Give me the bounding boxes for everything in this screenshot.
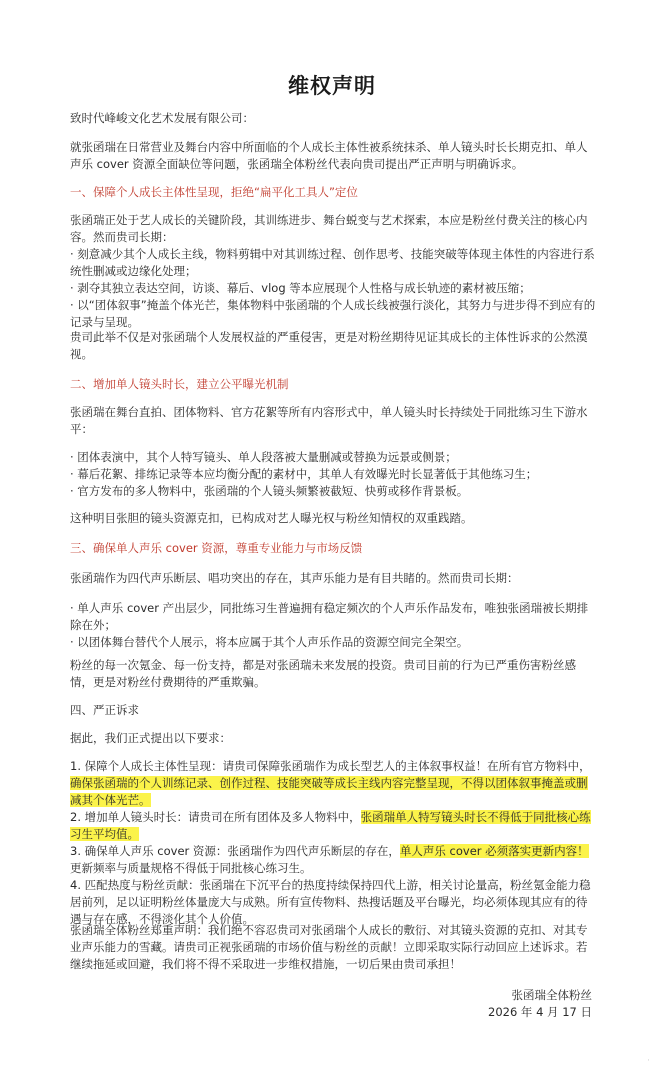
section-4-title: 四、严正诉求 [70, 703, 139, 717]
section-3-bullet: · 以团体舞台替代个人展示，将本应属于其个人声乐作品的资源空间完全架空。 [70, 635, 469, 649]
closing-text: 张函瑞全体粉丝郑重声明：我们绝不容忍贵司对张函瑞个人成长的敷衍、对其镜头资源的克扣、对其专业声乐能力的雪藏。请贵司正视张函瑞的市场价值与粉丝的贡献！立即采取实际行动回应上述诉求。若继续拖延或回避，我们将不得不采取进一步维权措施，一切后果由贵司承担！ [70, 923, 588, 971]
demand-2-highlight: 张函瑞单人特写镜头时长不得低于同批核心练习生平均值。 [70, 810, 591, 841]
section-1-bullet: · 刻意减少其个人成长主线，物料剪辑中对其训练过程、创作思考、技能突破等体现主体性的内容进行系统性删减或边缘化处理； [70, 247, 595, 278]
section-4-lead [70, 730, 596, 747]
section-2-bullet: · 幕后花絮、排练记录等本应均衡分配的素材中，其单人有效曝光时长显著低于其他练习生； [70, 467, 538, 481]
section-2-bullet: · 官方发布的多人物料中，张函瑞的个人镜头频繁被截短、快剪或移作背景板。 [70, 484, 469, 498]
demand-item-3 [70, 843, 596, 877]
section-2-heading [70, 376, 596, 393]
intro-text: 就张函瑞在日常营业及舞台内容中所面临的个人成长主体性被系统抹杀、单人镜头时长长期克扣、单人声乐 cover 资源全面缺位等问题，张函瑞全体粉丝代表向贵司提出严正声明与明确诉求。 [70, 140, 588, 171]
section-3-paragraph: 张函瑞作为四代声乐断层、唱功突出的存在，其声乐能力是有目共睹的。然而贵司长期： [70, 571, 519, 585]
section-1-paragraph: 张函瑞正处于艺人成长的关键阶段，其训练进步、舞台蜕变与艺术探索，本应是粉丝付费关注的核心内容。然而贵司长期： [70, 213, 588, 244]
signature-block [392, 987, 592, 1021]
section-1-body [70, 212, 596, 331]
salutation-text: 致时代峰峻文化艺术发展有限公司： [70, 111, 254, 125]
section-2-conclusion [70, 510, 596, 527]
demand-1-highlight: 确保张函瑞的个人训练记录、创作过程、技能突破等成长主线内容完整呈现，不得以团体叙事掩盖或删减其个体光芒。 [70, 776, 588, 807]
demand-2-text: 2. 增加单人镜头时长：请贵司在所有团体及多人物料中， [70, 810, 361, 824]
demand-item-4: 4. 匹配热度与粉丝贡献：张函瑞在下沉平台的热度持续保持四代上游，相关讨论量高，粉丝氪金能力稳居前列，足以证明粉丝体量庞大与成熟。所有宣传物料、热搜话题及平台曝光，均必须体现其应有的待遇与存在感，不得淡化其个人价值。 [70, 878, 591, 926]
intro-paragraph [70, 139, 596, 173]
section-1-conclusion [70, 329, 596, 363]
demand-3-text-end: 更新频率与质量规格不得低于同批核心练习生。 [70, 861, 312, 875]
section-1-bullet: · 以“团体叙事”掩盖个体光芒，集体物料中张函瑞的个人成长线被强行淡化，其努力与进步得不到应有的记录与呈现。 [70, 298, 596, 329]
demand-item-2 [70, 809, 596, 843]
salutation [70, 110, 596, 127]
demand-1-text: 1. 保障个人成长主体性呈现：请贵司保障张函瑞作为成长型艺人的主体叙事权益！在所有官方物料中， [70, 759, 591, 773]
signature-name: 张函瑞全体粉丝 [511, 988, 592, 1002]
closing-paragraph [70, 922, 596, 973]
section-1-conclusion-text: 贵司此举不仅是对张函瑞个人发展权益的严重侵害，更是对粉丝期待见证其成长的主体性诉求的公然漠视。 [70, 330, 588, 361]
section-2-paragraph: 张函瑞在舞台直拍、团体物料、官方花絮等所有内容形式中，单人镜头时长持续处于同批练习生下游水平： [70, 405, 588, 436]
section-1-bullet: · 剥夺其独立表达空间，访谈、幕后、vlog 等本应展现个人性格与成长轨迹的素材被压缩； [70, 281, 531, 295]
section-1-heading [70, 184, 596, 201]
demand-item-1 [70, 758, 596, 809]
section-2-title: 二、增加单人镜头时长，建立公平曝光机制 [70, 377, 289, 391]
section-3-intro [70, 570, 596, 587]
demand-3-text: 3. 确保单人声乐 cover 资源：张函瑞作为四代声乐断层的存在， [70, 844, 400, 858]
section-3-conclusion [70, 657, 596, 691]
section-4-lead-text: 据此，我们正式提出以下要求： [70, 731, 231, 745]
section-3-title: 三、确保单人声乐 cover 资源，尊重专业能力与市场反馈 [70, 541, 363, 555]
signature-date: 2026 年 4 月 17 日 [488, 1005, 592, 1019]
section-2-conclusion-text: 这种明目张胆的镜头资源克扣，已构成对艺人曝光权与粉丝知情权的双重践踏。 [70, 511, 473, 525]
section-4-heading [70, 702, 596, 719]
section-3-bullets [70, 600, 596, 651]
demand-3-highlight: 单人声乐 cover 必须落实更新内容！ [399, 844, 589, 858]
demands-list [70, 758, 596, 928]
section-1-title: 一、保障个人成长主体性呈现，拒绝“扁平化工具人”定位 [70, 185, 358, 199]
document-title: 维权声明 [288, 74, 376, 98]
section-2-intro [70, 404, 596, 438]
section-3-conclusion-text: 粉丝的每一次氪金、每一份支持，都是对张函瑞未来发展的投资。贵司目前的行为已严重伤害粉丝感情，更是对粉丝付费期待的严重欺骗。 [70, 658, 576, 689]
section-3-heading [70, 540, 596, 557]
section-3-bullet: · 单人声乐 cover 产出层少，同批练习生普遍拥有稳定频次的个人声乐作品发布，唯独张函瑞被长期排除在外； [70, 601, 589, 632]
watermark: · [647, 1056, 650, 1066]
section-2-bullet: · 团体表演中，其个人特写镜头、单人段落被大量删减或替换为远景或侧景； [70, 450, 457, 464]
section-2-bullets [70, 449, 596, 500]
